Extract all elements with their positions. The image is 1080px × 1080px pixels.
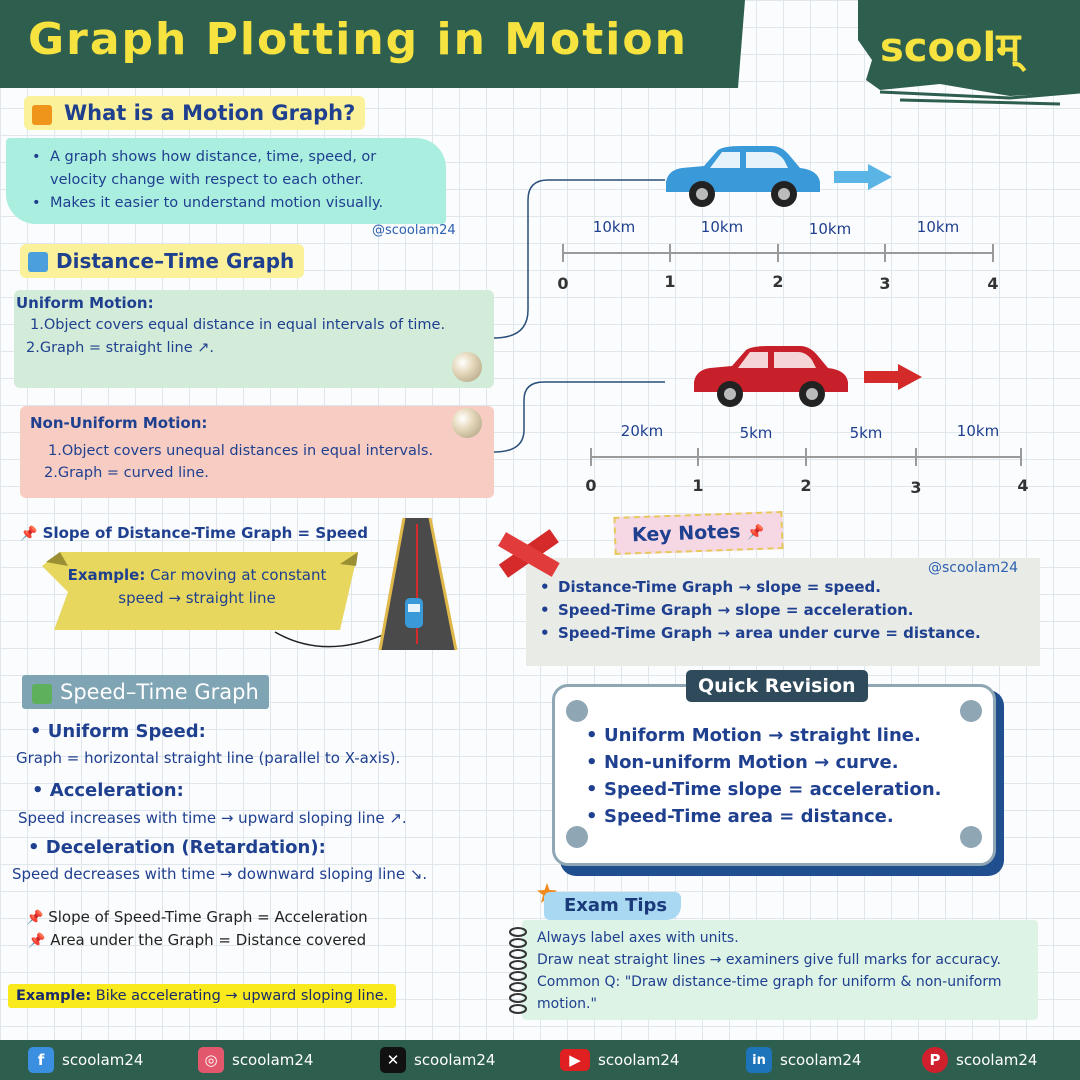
motion-graph-bullets [28, 146, 433, 215]
key-notes-list [536, 576, 1036, 645]
list-item: • Makes it easier to understand motion visually. [28, 192, 433, 215]
pin-ball-icon [452, 352, 482, 382]
footer-pinterest[interactable]: P scoolam24 [922, 1046, 1037, 1074]
blue-square-icon [28, 252, 48, 272]
tick-label: 3 [879, 274, 891, 293]
page-title: Graph Plotting in Motion [28, 14, 688, 65]
tick-label: 1 [664, 272, 676, 291]
pin-ball-icon [452, 408, 482, 438]
list-item: Draw neat straight lines → examiners give full marks for accuracy. [537, 952, 1001, 968]
uniform-motion-point-1: 1.Object covers equal distance in equal intervals of time. [30, 317, 446, 333]
scale-line [562, 252, 994, 254]
tick-label: 4 [1017, 476, 1029, 495]
blue-arrow-icon [832, 162, 894, 192]
orange-square-icon [32, 105, 52, 125]
list-item: • Speed-Time Graph → area under curve = distance. [536, 622, 1036, 645]
list-item: • A graph shows how distance, time, speed, or velocity change with respect to each other. [28, 146, 433, 192]
segment-label: 10km [956, 422, 1000, 440]
facebook-icon: f [28, 1047, 54, 1073]
segment-label: 10km [592, 218, 636, 236]
list-item: • Speed-Time slope = acceleration. [582, 776, 982, 803]
linkedin-icon: in [746, 1047, 772, 1073]
scale-line [590, 456, 1022, 458]
segment-label: 10km [700, 218, 744, 236]
nonuniform-motion-point-1: 1.Object covers unequal distances in equal intervals. [48, 443, 434, 459]
tick-label: 3 [910, 478, 922, 497]
nonuniform-motion-point-2: 2.Graph = curved line. [44, 465, 209, 481]
list-item: • Non-uniform Motion → curve. [582, 749, 982, 776]
uniform-motion-title: Uniform Motion: [16, 294, 154, 312]
rivet-icon [566, 700, 588, 722]
quick-revision-heading: Quick Revision [686, 670, 868, 702]
footer-x[interactable]: ✕ scoolam24 [380, 1046, 495, 1074]
blue-car-icon [660, 142, 825, 210]
segment-label: 5km [849, 424, 883, 442]
example-text: Example: Car moving at constant speed → straight line [67, 566, 327, 607]
list-item: • Distance-Time Graph → slope = speed. [536, 576, 1036, 599]
list-item: • Speed-Time Graph → slope = acceleration. [536, 599, 1036, 622]
exam-tips-heading: Exam Tips [544, 892, 681, 920]
segment-label: 5km [739, 424, 773, 442]
rivet-icon [960, 700, 982, 722]
green-square-icon [32, 684, 52, 704]
brand-logo: scoolम् [880, 25, 1021, 71]
instagram-icon: ◎ [198, 1047, 224, 1073]
youtube-icon: ▶ [560, 1049, 590, 1071]
motion-graph-heading: What is a Motion Graph? [24, 96, 365, 130]
tick-label: 1 [692, 476, 704, 495]
pushpin-icon: 📌 [746, 524, 765, 542]
speed-note-2: 📌 Area under the Graph = Distance covered [28, 931, 367, 949]
footer-instagram[interactable]: ◎ scoolam24 [198, 1046, 313, 1074]
pushpin-icon: 📌 [26, 910, 44, 926]
footer-youtube[interactable]: ▶ scoolam24 [560, 1046, 679, 1074]
tick-label: 0 [585, 476, 597, 495]
list-item: Common Q: "Draw distance-time graph for uniform & non-uniform motion." [537, 974, 1002, 1012]
bike-example: Example: Bike accelerating → upward sloping line. [8, 984, 396, 1008]
exam-tips-list [537, 927, 1037, 1015]
blue-car-scale [557, 214, 1002, 294]
footer-facebook[interactable]: f scoolam24 [28, 1046, 143, 1074]
speed-note-1: 📌 Slope of Speed-Time Graph = Acceleration [26, 908, 368, 926]
footer-linkedin[interactable]: in scoolam24 [746, 1046, 861, 1074]
red-car-icon [688, 342, 853, 410]
pushpin-icon: 📌 [20, 526, 38, 542]
pushpin-icon: 📌 [28, 933, 46, 949]
acceleration-text: Speed increases with time → upward sloping line ↗. [18, 809, 407, 827]
list-item: • Uniform Motion → straight line. [582, 722, 982, 749]
slope-note: 📌 Slope of Distance-Time Graph = Speed [20, 524, 368, 542]
segment-label: 20km [620, 422, 664, 440]
segment-label: 10km [808, 220, 852, 238]
pinterest-icon: P [922, 1047, 948, 1073]
x-icon: ✕ [380, 1047, 406, 1073]
deceleration-text: Speed decreases with time → downward sloping line ↘. [12, 865, 428, 883]
list-item: • Speed-Time area = distance. [582, 803, 982, 830]
uniform-motion-point-2: 2.Graph = straight line ↗. [26, 340, 215, 356]
handle-label: @scoolam24 [372, 223, 456, 238]
nonuniform-motion-title: Non-Uniform Motion: [30, 414, 208, 432]
distance-time-heading: Distance–Time Graph [20, 244, 304, 278]
key-notes-heading: Key Notes 📌 [613, 511, 783, 555]
uniform-speed-title: • Uniform Speed: [30, 721, 206, 742]
tick-label: 2 [772, 272, 784, 291]
uniform-speed-text: Graph = horizontal straight line (parallel to X-axis). [16, 749, 401, 767]
red-arrow-icon [862, 362, 924, 392]
tick-label: 4 [987, 274, 999, 293]
speed-time-heading: Speed–Time Graph [22, 675, 269, 709]
quick-revision-list [582, 722, 982, 830]
tick-label: 2 [800, 476, 812, 495]
road-illustration [270, 514, 470, 664]
handle-label: @scoolam24 [928, 560, 1019, 576]
segment-label: 10km [916, 218, 960, 236]
tick-label: 0 [557, 274, 569, 293]
deceleration-title: • Deceleration (Retardation): [28, 837, 326, 858]
spiral-binding [506, 926, 530, 1016]
list-item: Always label axes with units. [537, 930, 739, 946]
footer-bar [0, 1040, 1080, 1080]
red-car-scale [585, 418, 1030, 498]
acceleration-title: • Acceleration: [32, 780, 184, 801]
